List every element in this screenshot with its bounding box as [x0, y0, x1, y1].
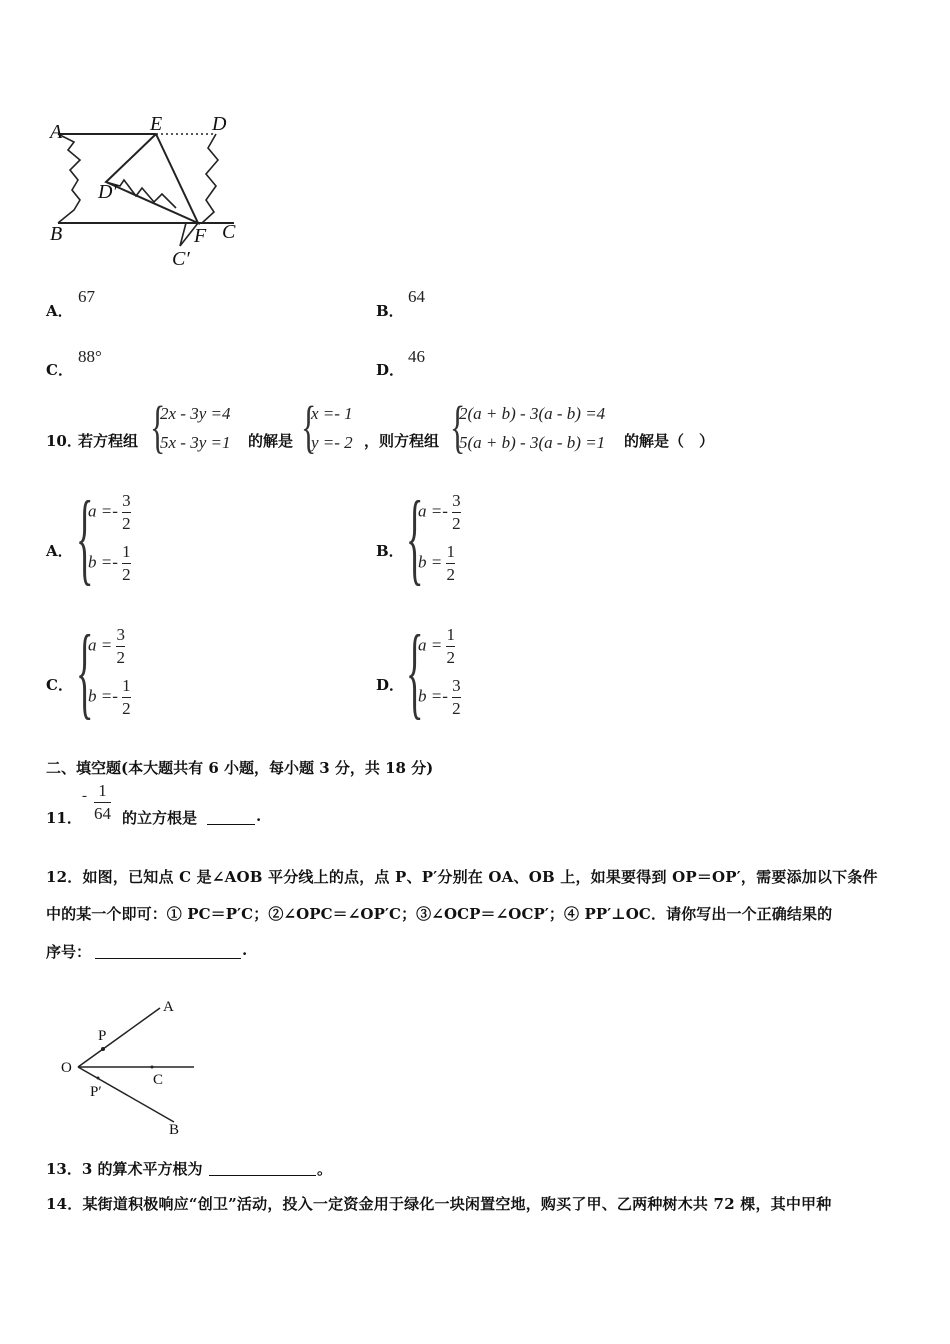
- q10-text-b: 的解是: [248, 432, 294, 450]
- q12-line2: 中的某一个即可：① PC＝P′C；②∠OPC＝∠OP′C；③∠OCP＝∠OCP′；④ PP′⊥OC．请你写出一个正确结果的: [46, 905, 833, 923]
- q9-option-d-value: 46: [408, 347, 425, 366]
- q10-option-a-line-b: b =- $\frac{1}{2}$: [88, 542, 131, 584]
- q9-option-a-letter: A．: [46, 302, 73, 320]
- q10-option-c-brace: {: [76, 614, 94, 729]
- q10-option-d-b-den: 2: [452, 699, 461, 718]
- q9-option-c-letter: C．: [46, 361, 73, 379]
- q11-num: 1: [98, 781, 107, 800]
- q10-option-a-b-num: 1: [122, 542, 131, 561]
- q10-option-b-a-den: 2: [452, 514, 461, 533]
- q10-text-d: 的解是（ ）: [624, 432, 715, 450]
- fig9-label-f: F: [194, 225, 207, 247]
- q10-option-b-b-num: 1: [446, 542, 455, 561]
- q10-sys1-eq2: 5x - 3y =1: [160, 433, 231, 452]
- q10-option-d-b-num: 3: [452, 676, 461, 695]
- q10-sys2-brace: {: [450, 394, 466, 459]
- q11-minus: -: [82, 788, 87, 804]
- q10-option-d-letter: D．: [376, 676, 405, 694]
- q10-option-b-line-b: b = $\frac{1}{2}$: [418, 542, 455, 584]
- fig9-label-a: A: [50, 121, 63, 143]
- q10-number: 10．: [46, 432, 82, 450]
- q10-option-a-line-a: a =- $\frac{3}{2}$: [88, 491, 131, 533]
- q10-option-a-a-den: 2: [122, 514, 131, 533]
- q13-answer-blank[interactable]: [209, 1158, 316, 1176]
- q10-sys2-eq2: 5(a + b) - 3(a - b) =1: [459, 433, 606, 452]
- q11-fraction: [94, 780, 111, 825]
- q12-answer-blank[interactable]: [95, 941, 241, 959]
- q10-option-a-letter: A．: [46, 542, 73, 560]
- q9-option-b-letter: B．: [376, 302, 404, 320]
- q10-option-a-brace: {: [76, 480, 94, 595]
- fig9-label-e: E: [150, 113, 163, 135]
- q9-option-c-value: 88°: [78, 347, 102, 366]
- point-p: [101, 1047, 105, 1051]
- q10-option-b-line-a: a =- $\frac{3}{2}$: [418, 491, 461, 533]
- point-pprime: [97, 1077, 100, 1080]
- q10-option-a-b-den: 2: [122, 565, 131, 584]
- q12-figure: [56, 992, 206, 1140]
- q10-stem: [46, 394, 926, 462]
- q12-line3: 序号：: [46, 943, 92, 961]
- fig9-label-d: D: [212, 113, 227, 135]
- q10-option-b-a-num: 3: [452, 491, 461, 510]
- q10-option-c-line-a: a = $\frac{3}{2}$: [88, 625, 125, 667]
- q10-option-d-a-num: 1: [446, 625, 455, 644]
- zigzag-dc: [202, 134, 218, 223]
- q10-sol1-eq2: y =- 2: [311, 433, 353, 452]
- q10-option-b-b-den: 2: [446, 565, 455, 584]
- q10-sol1-eq1: x =- 1: [311, 404, 353, 423]
- q10-text-c: ，则方程组: [364, 432, 440, 450]
- fig12-label-b: B: [169, 1122, 180, 1138]
- ray-oa: [78, 1008, 160, 1067]
- q10-option-a-a-num: 3: [122, 491, 131, 510]
- fig9-label-cprime: C′: [172, 248, 190, 270]
- q10-option-d-line-a: a = $\frac{1}{2}$: [418, 625, 455, 667]
- triangle-efd: [106, 134, 198, 223]
- fig12-label-o: O: [61, 1060, 72, 1076]
- q10-option-c-a-den: 2: [116, 648, 125, 667]
- q13-text: 13．3 的算术平方根为: [46, 1160, 203, 1178]
- q10-option-d-line-b: b =- $\frac{3}{2}$: [418, 676, 461, 718]
- q10-sol1-brace: {: [301, 394, 317, 459]
- q10-sys2-eq1: 2(a + b) - 3(a - b) =4: [459, 404, 606, 423]
- q10-text-a: 若方程组: [78, 432, 139, 450]
- q10-option-d-a-den: 2: [446, 648, 455, 667]
- q9-option-b-value: 64: [408, 287, 425, 306]
- zigzag-ab: [58, 134, 80, 223]
- q10-option-c-line-b: b =- $\frac{1}{2}$: [88, 676, 131, 718]
- q14-text: 14．某街道积极响应“创卫”活动，投入一定资金用于绿化一块闲置空地，购买了甲、乙两种树木共 72 棵，其中甲种: [46, 1195, 832, 1213]
- q10-sys1-brace: {: [150, 394, 166, 459]
- q12-end: .: [242, 941, 248, 959]
- fig12-label-a: A: [163, 999, 174, 1015]
- q11-number: 11．: [46, 809, 82, 827]
- q11-end: .: [256, 807, 262, 825]
- fig9-label-b: B: [50, 223, 63, 245]
- q10-option-c-b-den: 2: [122, 699, 131, 718]
- q10-option-d-brace: {: [406, 614, 424, 729]
- fig9-label-c: C: [222, 221, 236, 243]
- q11-den: 64: [94, 804, 111, 823]
- q12-line1: 12．如图，已知点 C 是∠AOB 平分线上的点，点 P、P′分别在 OA、OB 上，如果要得到 OP＝OP′，需要添加以下条件: [46, 868, 878, 886]
- fig12-label-pprime: P′: [90, 1084, 102, 1100]
- q9-option-a-value: 67: [78, 287, 95, 306]
- fig12-label-c: C: [153, 1072, 164, 1088]
- q10-option-c-letter: C．: [46, 676, 73, 694]
- q10-option-c-b-num: 1: [122, 676, 131, 695]
- q11-answer-blank[interactable]: [207, 807, 255, 825]
- fig9-label-dprime: D′: [98, 181, 117, 203]
- q9-option-d-letter: D．: [376, 361, 405, 379]
- q9-figure: [44, 108, 254, 273]
- q10-option-c-a-num: 3: [116, 625, 125, 644]
- q11-text: 的立方根是: [122, 809, 198, 827]
- q10-option-b-brace: {: [406, 480, 424, 595]
- q10-option-b-letter: B．: [376, 542, 404, 560]
- section-heading: 二、填空题(本大题共有 6 小题，每小题 3 分，共 18 分): [46, 759, 434, 777]
- point-c: [151, 1066, 154, 1069]
- q10-sys1-eq1: 2x - 3y =4: [160, 404, 231, 423]
- q11: [46, 780, 446, 830]
- fig12-label-p: P: [98, 1028, 107, 1044]
- q13-end: 。: [317, 1160, 333, 1178]
